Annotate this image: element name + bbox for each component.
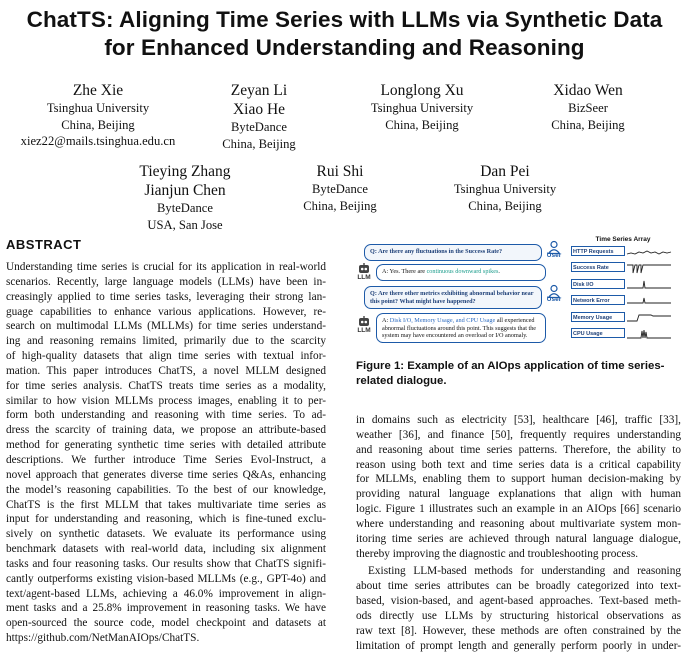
series-label: CPU Usage (571, 328, 625, 338)
author-block (528, 81, 648, 133)
text-line: thereby improving the diagnostic and troubleshooting process. (356, 547, 639, 560)
answer-text-end: all experienced abnormal fluctuations around this point. This suggests that the system may have encountered an overload or I/O anomaly. (382, 317, 537, 340)
text-line: cantly outperforms existing vision-based MLLMs (e.g., GPT-4o) and (6, 572, 326, 585)
text-line: creasingly applied to time series tasks, leveraging their strong lan- (6, 290, 326, 303)
sparkline-path (627, 265, 671, 273)
author-location: China, Beijing (468, 198, 542, 213)
text-line: where understanding and reasoning about multivariate system mon- (356, 517, 681, 530)
text-line: open-sourced the source code, model checkpoint and datasets at (6, 617, 326, 630)
text-line: and reasoning about time series patterns. Therefore, the ability to (356, 443, 681, 456)
series-row (571, 279, 675, 293)
author-name: Zhe Xie (72, 82, 124, 99)
user-icon (543, 240, 565, 259)
sparkline-path (627, 330, 671, 338)
text-line: based, vision-based, and agent-based approaches. Text-based meth- (356, 595, 681, 608)
author-name: Xidao Wen (553, 82, 623, 99)
author-location: China, Beijing (385, 117, 459, 132)
text-line: dress the scarcity of training data, we propose an attribute-based (6, 424, 326, 437)
text-line: Existing LLM-based methods for understanding and reasoning (368, 565, 681, 578)
text-line: in domains such as electricity [53], healthcare [46], traffic [33], (356, 414, 681, 426)
text-line: limitation of prompt length and generally perform poorly in under- (356, 639, 681, 652)
text-line: Understanding time series is crucial for its application in real-world (6, 261, 326, 273)
text-line: form both understanding and reasoning with time series. To ad- (6, 409, 326, 422)
answer-bubble (376, 264, 546, 281)
text-line: mation. This paper introduces ChatTS, a novel MLLM designed (6, 364, 326, 377)
author-affiliation: Tsinghua University (46, 101, 150, 115)
author-name: Longlong Xu (380, 82, 464, 99)
author-affiliation: Tsinghua University (370, 101, 474, 115)
sparkline-path (627, 298, 671, 303)
author-block (425, 162, 585, 214)
author-location: China, Beijing (551, 117, 625, 132)
text-line: tasks and four reasoning tasks. Our results show that ChatTS signifi- (6, 557, 326, 570)
author-name: Tieying Zhang (139, 163, 231, 180)
series-row (571, 328, 675, 342)
question-text: Q: Are there other metrics exhibiting abnormal behavior near this point? What might have happened? (370, 290, 534, 305)
text-line: itoring time series are achieved through natural language dialogue, (356, 532, 681, 545)
abstract-heading: ABSTRACT (6, 237, 82, 252)
text-line: reason using both text and time series data is a critical capability (356, 458, 681, 471)
author-block (347, 81, 497, 133)
series-row (571, 312, 675, 326)
sparkline-path (627, 315, 671, 321)
text-line: benchmark datasets with real-world data, including six alignment (6, 543, 326, 556)
text-line: ChatTS is the first MLLM that takes multivariate time series as (6, 498, 326, 511)
text-line: weather [36], and finance [50], frequently requires understanding (356, 428, 681, 441)
series-label: Success Rate (571, 262, 625, 272)
series-label: Memory Usage (571, 312, 625, 322)
answer-highlight: continuous downward spikes (426, 268, 499, 275)
text-line: the model’s reasoning capabilities. To the best of our knowledge, (6, 483, 326, 496)
author-block (285, 162, 395, 214)
answer-text: A: (382, 317, 390, 324)
author-name: Xiao He (232, 101, 286, 118)
author-location: USA, San Jose (147, 217, 223, 232)
author-name: Rui Shi (316, 163, 364, 180)
author-name: Zeyan Li (230, 82, 288, 99)
answer-bubble (376, 313, 546, 343)
sparkline-path (627, 251, 671, 254)
user-icon (543, 284, 565, 303)
author-block (8, 81, 188, 150)
author-affiliation: BizSeer (568, 101, 608, 115)
user-label: User (546, 296, 562, 303)
array-title: Time Series Array (595, 236, 651, 243)
text-line: of high-quality datasets that align time series with textual infor- (6, 350, 326, 363)
author-affiliation: ByteDance (157, 201, 213, 215)
text-line: novel approach that generates diverse time series Q&As, enhancing (6, 468, 326, 481)
text-line: https://github.com/NetManAIOps/ChatTS. (6, 632, 200, 645)
title-line-2: for Enhanced Understanding and Reasoning (104, 35, 585, 60)
author-location: China, Beijing (222, 136, 296, 151)
text-line: similar to how vision MLLMs process images, enabling it to per- (6, 394, 326, 407)
series-row (571, 295, 675, 309)
author-name: Jianjun Chen (144, 182, 226, 199)
user-label: User (546, 252, 562, 259)
text-line: descriptions. We further introduce Time Series Evol-Instruct, a (6, 453, 326, 466)
author-affiliation: ByteDance (312, 182, 368, 196)
text-line: method for generating synthetic time series with detailed attribute (6, 439, 326, 452)
author-location: China, Beijing (303, 198, 377, 213)
caption-line-1: Figure 1: Example of an AIOps application of time series- (356, 360, 665, 372)
answer-text: A: Yes. There are (382, 268, 427, 275)
text-line: about time series attributes can be broadly categorized into text- (356, 580, 681, 593)
author-affiliation: Tsinghua University (453, 182, 557, 196)
figure-caption (356, 359, 681, 389)
robot-icon (356, 316, 372, 334)
series-label: Network Error (571, 295, 625, 305)
text-line: ing and reasoning remains limited, primarily due to the scarcity (6, 335, 326, 348)
author-affiliation: ByteDance (231, 120, 287, 134)
text-line: ods directly use LLMs by structuring historical observations as (356, 609, 681, 622)
figure-1 (356, 236, 678, 356)
text-line: sively on synthetic datasets. We evaluate its performance using (6, 528, 326, 541)
author-block (195, 81, 323, 152)
title-line-1: ChatTS: Aligning Time Series with LLMs via Synthetic Data (26, 7, 663, 32)
sparkline-path (627, 281, 671, 288)
text-line: text/agent-based LLMs, achieving a 46.0% improvement in align- (6, 587, 326, 600)
question-bubble (364, 244, 542, 261)
robot-icon (356, 263, 372, 281)
llm-label: LLM (357, 274, 371, 281)
question-bubble (364, 286, 542, 309)
time-series-array (571, 236, 675, 342)
author-name: Dan Pei (480, 163, 530, 180)
text-line: logic. Figure 1 illustrates such an example in an AIOps [66] scenario (356, 503, 681, 516)
question-text: Q: Are there any fluctuations in the Success Rate? (370, 248, 503, 255)
series-label: Disk I/O (571, 279, 625, 289)
text-line: for time series analysis. ChatTS treats time series as a modality, (6, 379, 326, 392)
series-row (571, 262, 675, 276)
text-line: search on multimodal LLMs (MLLMs) for time series understand- (6, 320, 326, 333)
answer-highlight: Disk I/O, Memory Usage, and CPU Usage (389, 317, 496, 324)
text-line: providing natural language explanations that align with human (356, 488, 681, 501)
text-line: for MLLMs, enabling them to support human decision-making by (356, 473, 681, 486)
series-row (571, 246, 675, 260)
llm-label: LLM (357, 327, 371, 334)
text-line: ment tasks and a 25.8% improvement in reasoning tasks. We have (6, 602, 326, 615)
author-location: China, Beijing (61, 117, 135, 132)
body-text-right (356, 413, 681, 654)
series-list (571, 246, 675, 343)
text-line: raw text [8]. However, these methods are often constrained by the (356, 624, 681, 637)
text-line: scenarios. Recently, large language models (LLMs) have been in- (6, 275, 326, 288)
text-line: input for understanding and reasoning, which is fine-tuned exclu- (6, 513, 326, 526)
paper-title (0, 6, 689, 62)
series-label: HTTP Requests (571, 246, 625, 256)
answer-text-end: . (498, 268, 500, 275)
text-line: guage capabilities to enhance various applications. However, re- (6, 305, 326, 318)
abstract-body (6, 260, 326, 646)
author-email: xiez22@mails.tsinghua.edu.cn (20, 134, 176, 148)
caption-line-2: related dialogue. (356, 375, 447, 387)
author-block (105, 162, 265, 233)
